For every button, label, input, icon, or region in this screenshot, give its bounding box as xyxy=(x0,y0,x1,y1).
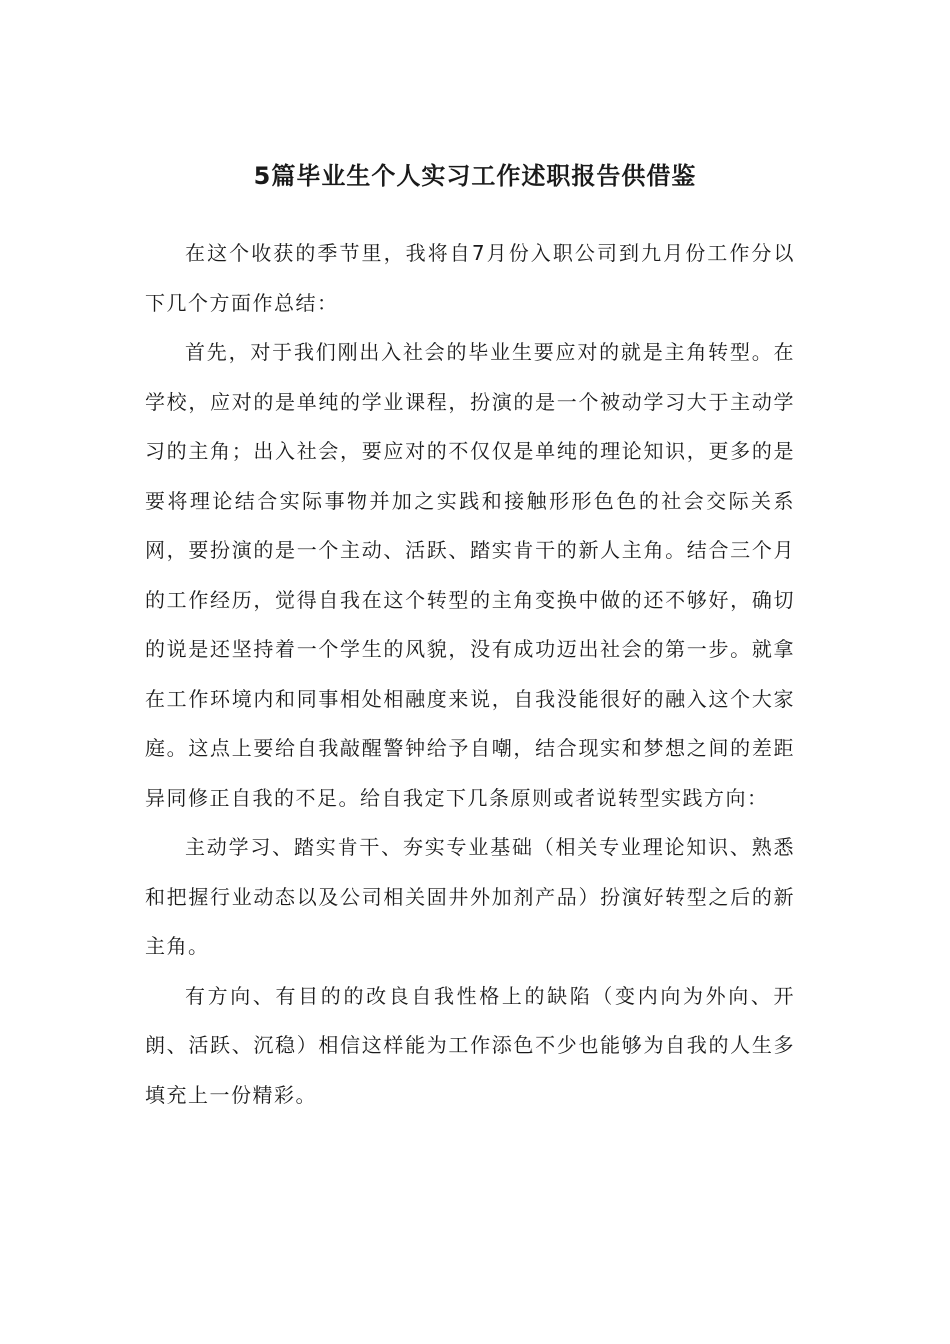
document-title: 5篇毕业生个人实习工作述职报告供借鉴 xyxy=(253,162,697,190)
paragraph-active-learning: 主动学习、踏实肯干、夯实专业基础（相关专业理论知识、熟悉和把握行业动态以及公司相关固井外加剂产品）扮演好转型之后的新主角。 xyxy=(145,835,795,958)
paragraph-intro: 在这个收获的季节里，我将自7月份入职公司到九月份工作分以下几个方面作总结： xyxy=(145,241,795,315)
paragraph-personality-improvement: 有方向、有目的的改良自我性格上的缺陷（变内向为外向、开朗、活跃、沉稳）相信这样能为工作添色不少也能够为自我的人生多填充上一份精彩。 xyxy=(145,983,795,1107)
document-body xyxy=(145,229,795,1120)
paragraph-role-transition: 首先，对于我们刚出入社会的毕业生要应对的就是主角转型。在学校，应对的是单纯的学业课程，扮演的是一个被动学习大于主动学习的主角；出入社会，要应对的不仅仅是单纯的理论知识，更多的是要将理论结合实际事物并加之实践和接触形形色色的社会交际关系网，要扮演的是一个主动、活跃、踏实肯干的新人主角。结合三个月的工作经历，觉得自我在这个转型的主角变换中做的还不够好，确切的说是还坚持着一个学生的风貌，没有成功迈出社会的第一步。就拿在工作环境内和同事相处相融度来说，自我没能很好的融入这个大家庭。这点上要给自我敲醒警钟给予自嘲，结合现实和梦想之间的差距异同修正自我的不足。给自我定下几条原则或者说转型实践方向： xyxy=(145,340,795,810)
